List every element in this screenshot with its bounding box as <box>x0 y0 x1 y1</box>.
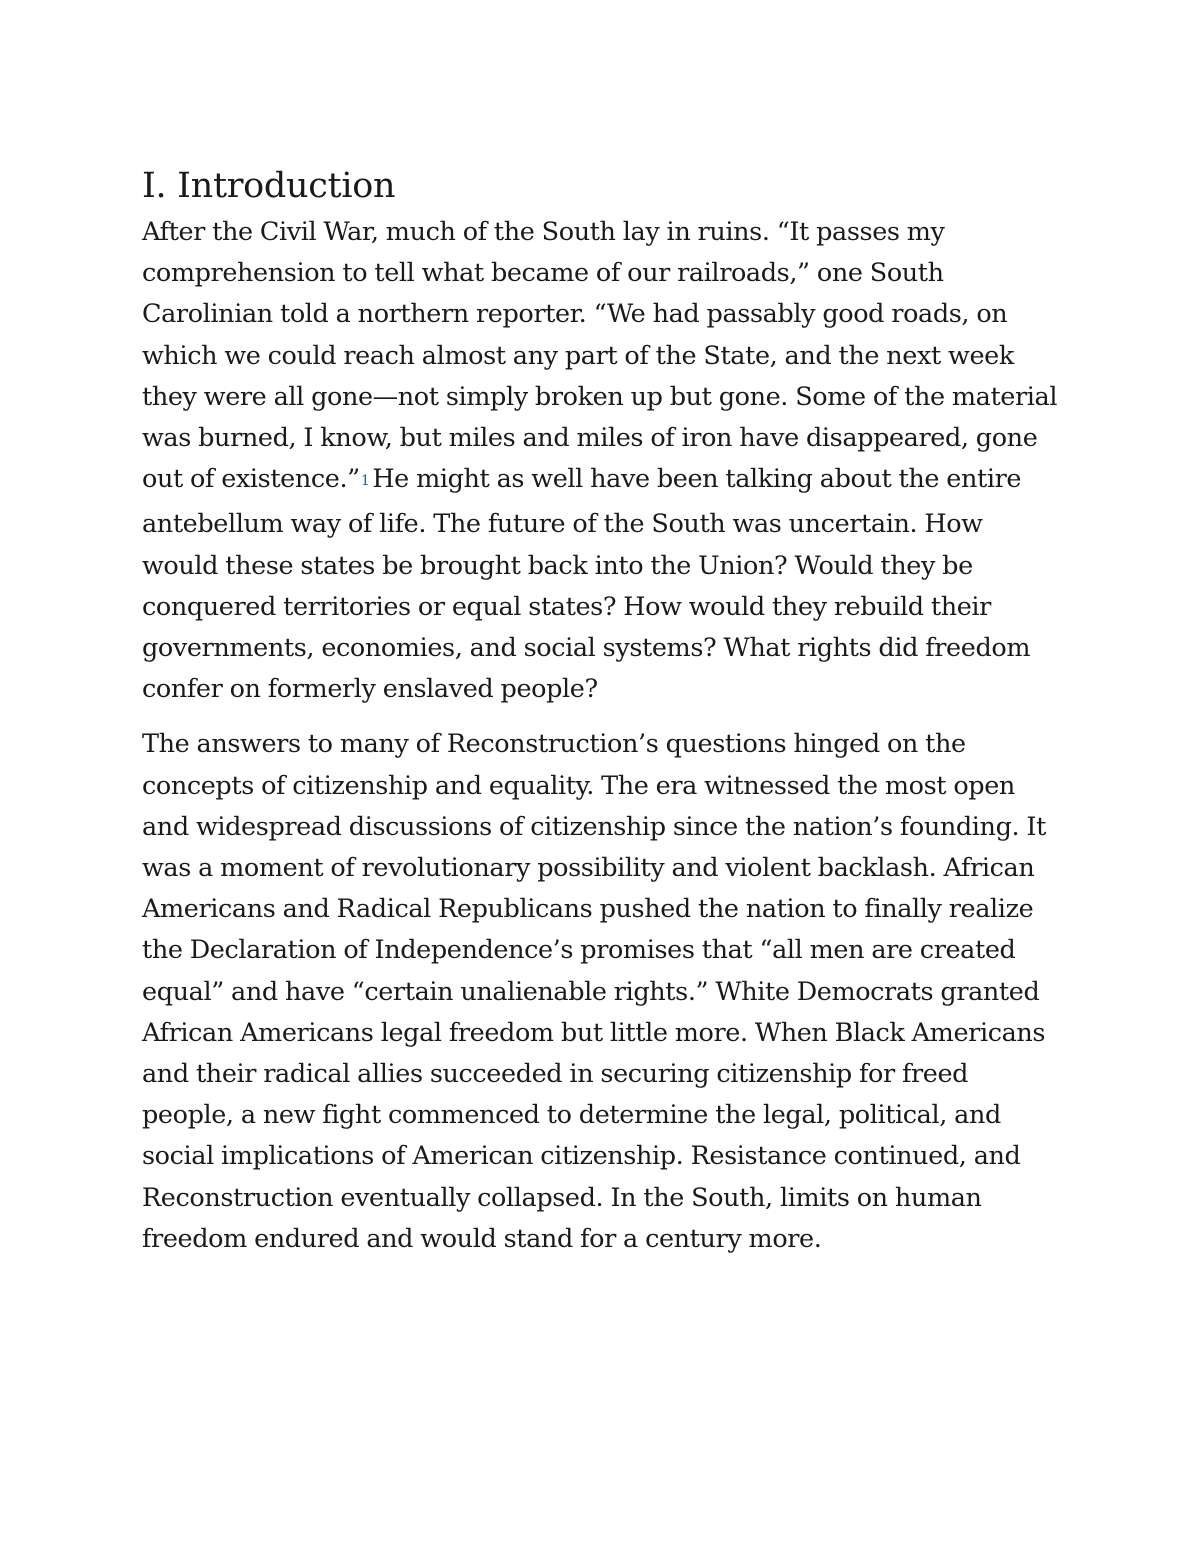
paragraph-citizenship: The answers to many of Reconstruction’s questions hinged on the concepts of citizenship and equality. The era witnessed the most open and widespread discussions of citizenship since the nation’s founding. It was a moment of revolutionary possibility and violent backlash. African Americans and Radical Republicans pushed the nation to finally realize the Declaration of Independence’s promises that “all men are created equal” and have “certain unalienable rights.” White Democrats granted African Americans legal freedom but little more. When Black Americans and their radical allies succeeded in securing citizenship for freed people, a new fight commenced to determine the legal, political, and social implications of American citizenship. Resistance continued, and Reconstruction eventually collapsed. In the South, limits on human freedom endured and would stand for a century more. <box>142 729 1046 1254</box>
section-heading: I. Introduction <box>142 166 396 206</box>
paragraph-intro-text: After the Civil War, much of the South lay in ruins. “It passes my comprehension to tell what became of our railroads,” one South Carolinian told a northern reporter. “We had passably good roads, on which we could reach almost any part of the State, and the next week they were all gone—not simply broken up but gone. Some of the material was burned, I know, but miles and miles of iron have disappeared, gone out of existence.” <box>142 217 1058 495</box>
footnote-link[interactable]: 1 <box>360 473 370 490</box>
paragraph-intro-continued: He might as well have been talking about the entire antebellum way of life. The future of the South was uncertain. How would these states be brought back into the Union? Would they be conquered territories or equal states? How would they rebuild their governments, economies, and social systems? What rights did freedom confer on formerly enslaved people? <box>142 464 1031 705</box>
paragraph-intro <box>142 212 1062 710</box>
document-page <box>142 162 1062 1274</box>
